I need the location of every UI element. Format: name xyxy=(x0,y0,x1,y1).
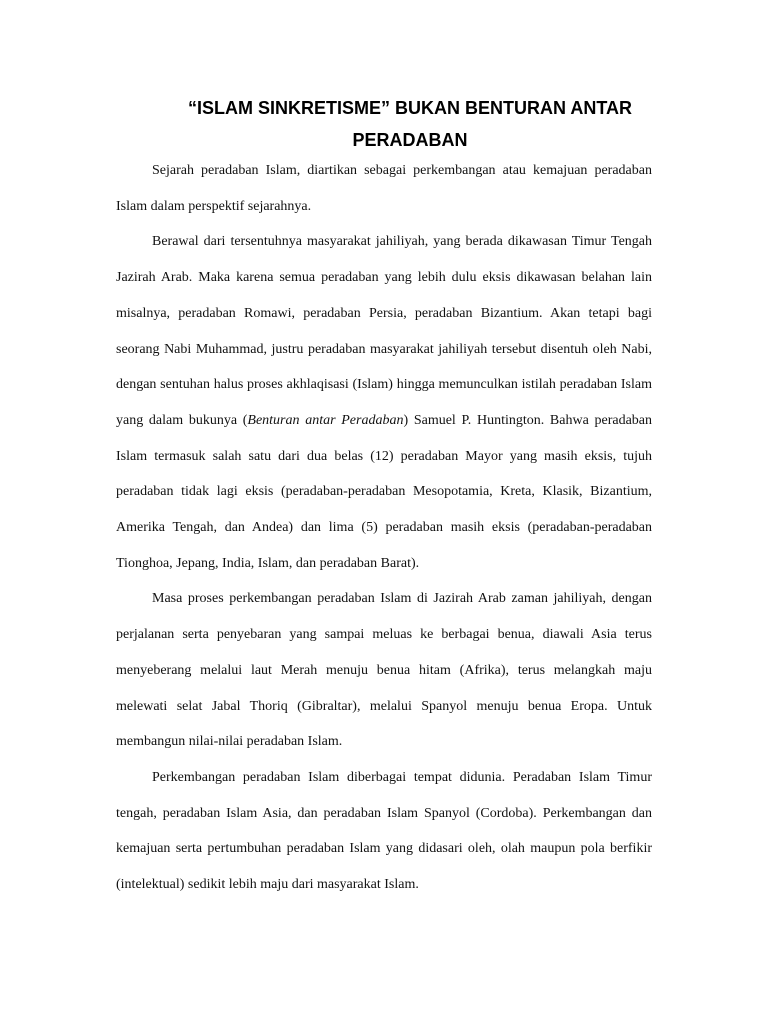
paragraph-2-text-start: Berawal dari tersentuhnya masyarakat jahiliyah, yang berada dikawasan Timur Tengah Jazirah Arab. Maka karena semua peradaban yang lebih dulu eksis dikawasan belahan lain misalnya, peradaban Romawi, peradaban Persia, peradaban Bizantium. Akan tetapi bagi seorang Nabi Muhammad, justru peradaban masyarakat jahiliyah tersebut disentuh oleh Nabi, dengan sentuhan halus proses akhlaqisasi (Islam) hingga memunculkan istilah peradaban Islam yang dalam bukunya ( xyxy=(116,234,652,428)
paragraph-2 xyxy=(116,224,652,581)
paragraph-1 xyxy=(116,153,652,224)
document-title xyxy=(130,92,690,156)
paragraph-4-text: Perkembangan peradaban Islam diberbagai tempat didunia. Peradaban Islam Timur tengah, peradaban Islam Asia, dan peradaban Islam Spanyol (Cordoba). Perkembangan dan kemajuan serta pertumbuhan peradaban Islam yang didasari oleh, olah maupun pola berfikir (intelektual) sedikit lebih maju dari masyarakat Islam. xyxy=(116,769,652,893)
document-body xyxy=(116,153,652,903)
document-title-line-2: PERADABAN xyxy=(352,130,468,150)
paragraph-2-text-end: ) Samuel P. Huntington. Bahwa peradaban Islam termasuk salah satu dari dua belas (12) peradaban Mayor yang masih eksis, tujuh peradaban tidak lagi eksis (peradaban-peradaban Mesopotamia, Kreta, Klasik, Bizantium, Amerika Tengah, dan Andea) dan lima (5) peradaban masih eksis (peradaban-peradaban Tionghoa, Jepang, India, Islam, dan peradaban Barat). xyxy=(116,412,653,571)
book-title-italic: Benturan antar Peradaban xyxy=(247,412,404,428)
paragraph-4 xyxy=(116,760,652,903)
paragraph-1-text: Sejarah peradaban Islam, diartikan sebagai perkembangan atau kemajuan peradaban Islam dalam perspektif sejarahnya. xyxy=(116,163,652,214)
paragraph-3-text: Masa proses perkembangan peradaban Islam di Jazirah Arab zaman jahiliyah, dengan perjalanan serta penyebaran yang sampai meluas ke berbagai benua, diawali Asia terus menyeberang melalui laut Merah menuju benua hitam (Afrika), terus melangkah maju melewati selat Jabal Thoriq (Gibraltar), melalui Spanyol menuju benua Eropa. Untuk membangun nilai-nilai peradaban Islam. xyxy=(116,591,652,750)
paragraph-3 xyxy=(116,581,652,760)
document-title-line-1: “ISLAM SINKRETISME” BUKAN BENTURAN ANTAR xyxy=(188,98,632,118)
